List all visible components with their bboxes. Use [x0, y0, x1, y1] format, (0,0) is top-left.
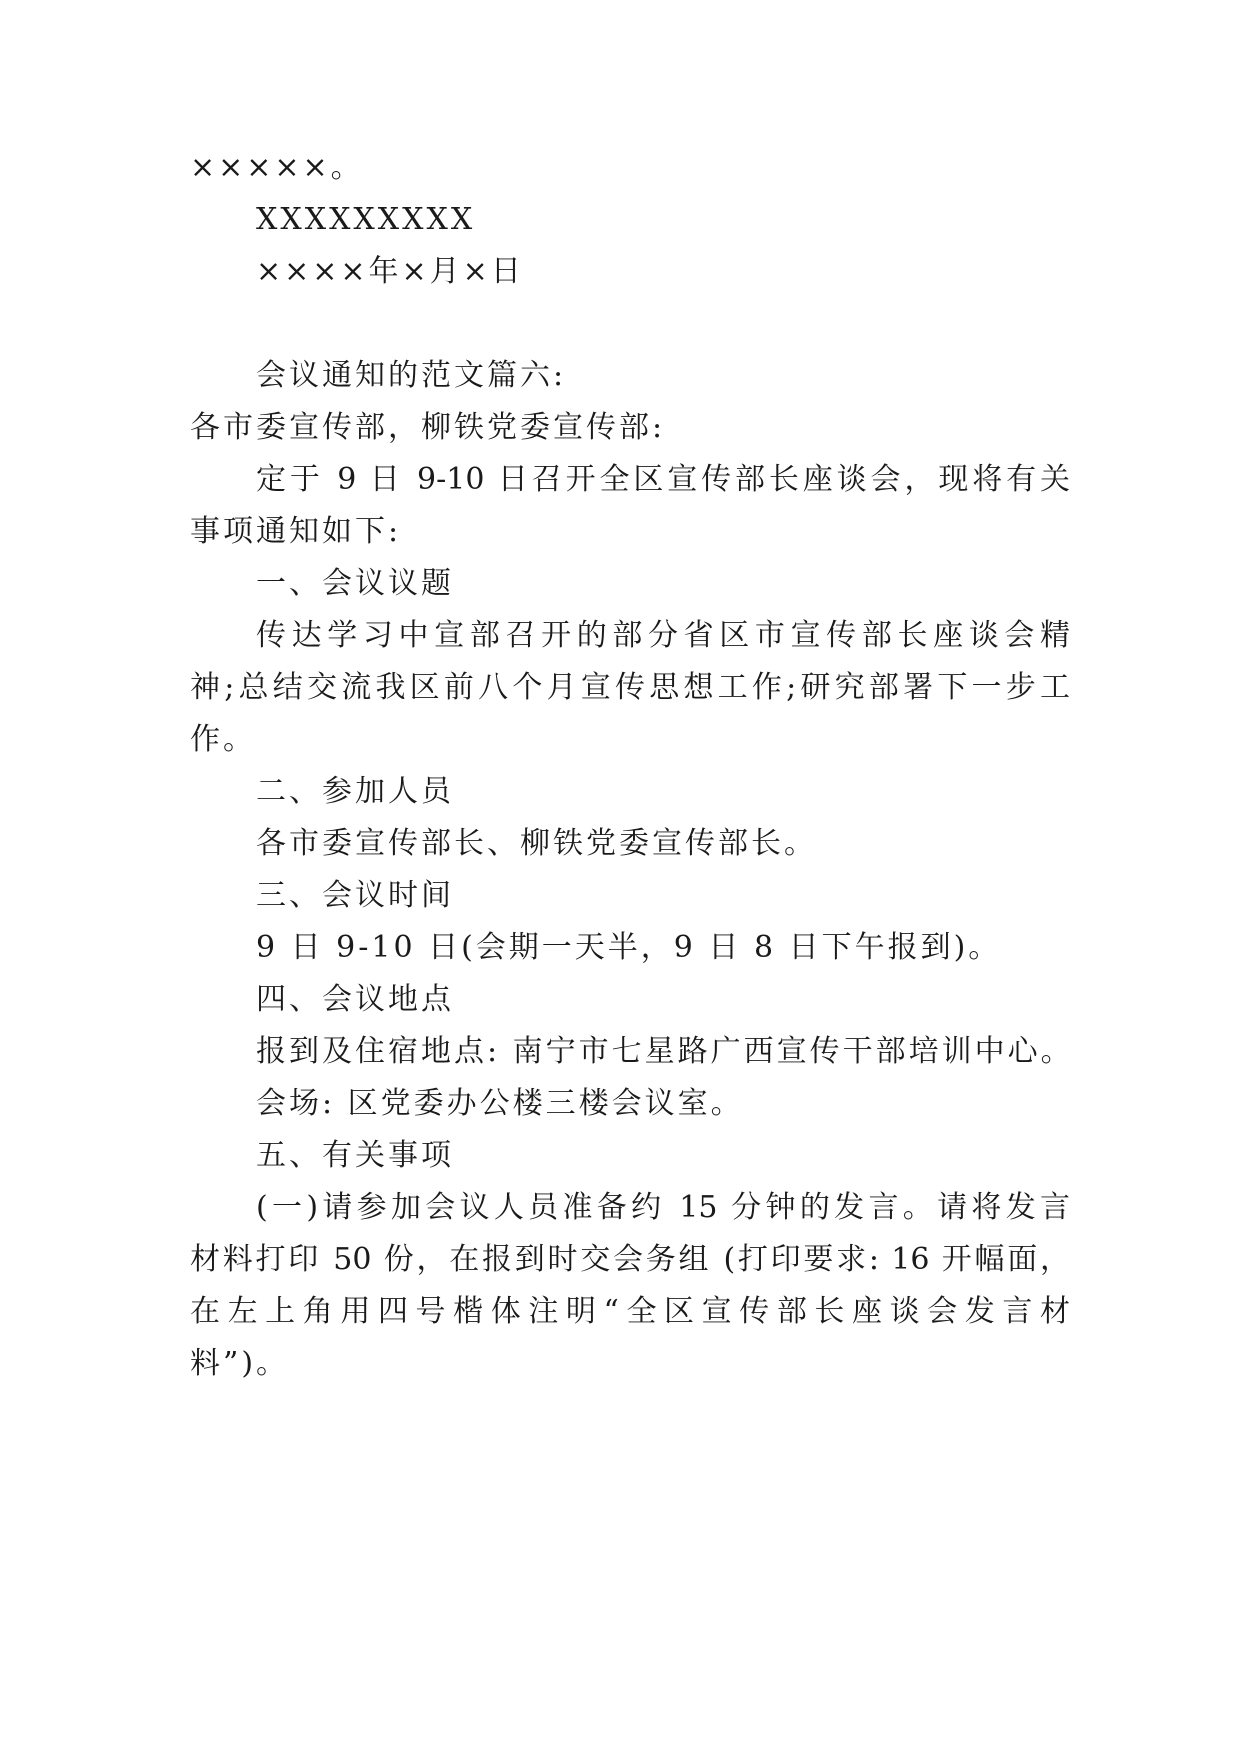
text-line-topic-1: 传达学习中宣部召开的部分省区市宣传部长座谈会精	[256, 618, 1070, 653]
text-line-matters-3: 在左上角用四号楷体注明“全区宣传部长座谈会发言材	[190, 1294, 1070, 1329]
text-line-intro-2: 事项通知如下:	[190, 514, 402, 549]
heading-time: 三、会议时间	[256, 878, 454, 913]
text-line-venue: 会场: 区党委办公楼三楼会议室。	[256, 1086, 744, 1121]
text-line-matters-4: 料”)。	[190, 1346, 290, 1381]
text-line-lodging: 报到及住宿地点: 南宁市七星路广西宣传干部培训中心。	[256, 1034, 1074, 1069]
text-line-topic-2: 神;总结交流我区前八个月宣传思想工作;研究部署下一步工	[190, 670, 1070, 705]
text-line-addressee: 各市委宣传部，柳铁党委宣传部:	[190, 410, 666, 445]
text-line-intro-1: 定于 9 日 9-10 日召开全区宣传部长座谈会，现将有关	[256, 462, 1070, 497]
text-line-date: ××××年×月×日	[256, 254, 524, 289]
heading-matters: 五、有关事项	[256, 1138, 454, 1173]
text-line-topic-3: 作。	[190, 722, 256, 757]
heading-topic: 一、会议议题	[256, 566, 454, 601]
text-line-placeholder-name: ×××××。	[190, 150, 364, 185]
heading-location: 四、会议地点	[256, 982, 454, 1017]
section-title: 会议通知的范文篇六:	[256, 358, 567, 393]
text-line-time: 9 日 9-10 日(会期一天半，9 日 8 日下午报到)。	[256, 930, 1002, 965]
heading-participants: 二、参加人员	[256, 774, 454, 809]
text-line-matters-2: 材料打印 50 份，在报到时交会务组 (打印要求: 16 开幅面，	[190, 1242, 1070, 1277]
text-line-participants: 各市委宣传部长、柳铁党委宣传部长。	[256, 826, 817, 861]
text-line-sender: XXXXXXXXX	[256, 202, 476, 237]
text-line-matters-1: (一)请参加会议人员准备约 15 分钟的发言。请将发言	[256, 1190, 1070, 1225]
